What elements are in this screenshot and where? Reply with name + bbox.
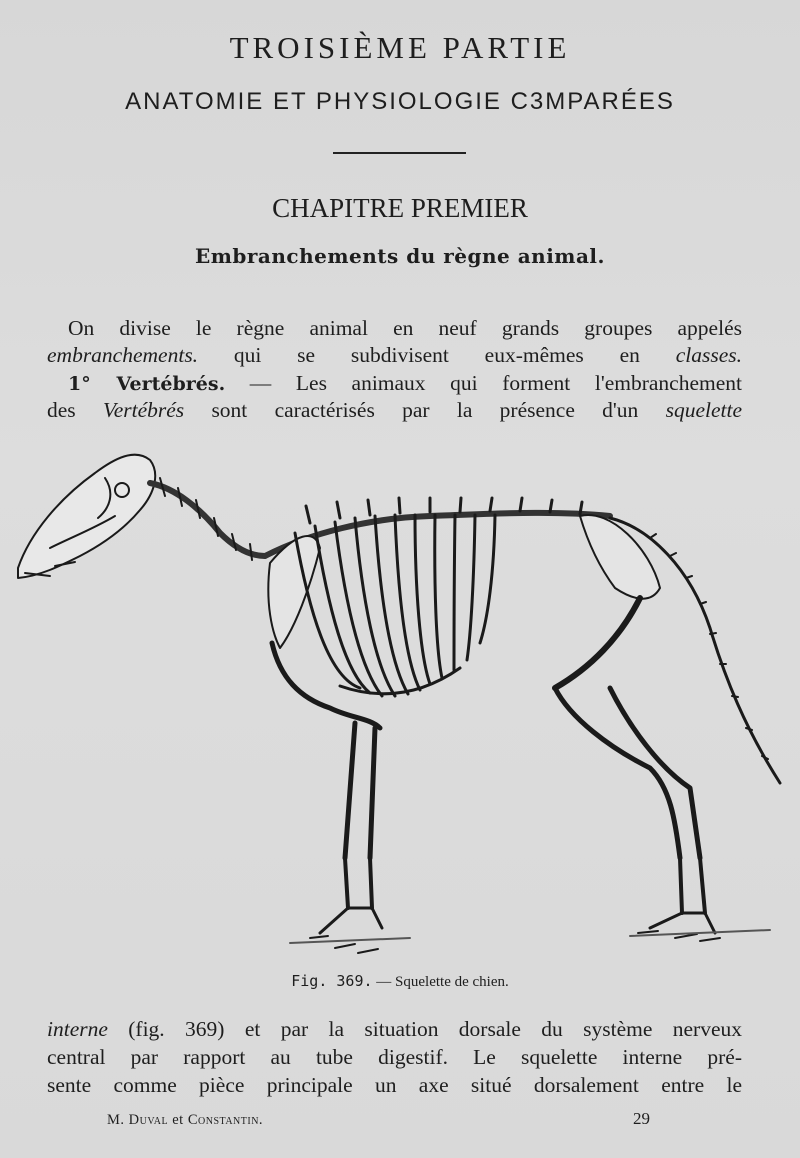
text-run: et C	[168, 1112, 198, 1128]
dog-skeleton-illustration	[10, 438, 790, 968]
text-run: .	[258, 1112, 264, 1128]
footer-authors	[107, 1112, 263, 1129]
term-squelette: squelette	[665, 398, 742, 422]
part-subtitle: ANATOMIE ET PHYSIOLOGIE C3MPARÉES	[125, 88, 675, 115]
term-interne: interne	[47, 1017, 108, 1041]
term-vertebres: Vertébrés	[102, 398, 185, 422]
figure-number: Fig. 369.	[291, 972, 373, 990]
part-title: TROISIÈME PARTIE	[229, 30, 571, 65]
term-embranchements: embranchements.	[47, 343, 199, 367]
paragraph-3-line-3: sente comme pièce principale un axe situé dorsalement entre le	[47, 1073, 742, 1097]
paragraph-1-line-1: On divise le règne animal en neuf grands groupes appelés	[68, 316, 742, 340]
text-run: des	[47, 398, 103, 422]
paragraph-1-line-2	[47, 343, 742, 368]
text-run: uval	[139, 1112, 169, 1128]
item-heading-vertebres: 1° Vertébrés.	[68, 373, 226, 395]
text-run: qui se subdivisent eux-mêmes en	[198, 343, 676, 367]
text-run: onstantin	[198, 1112, 259, 1128]
paragraph-2-line-2	[47, 398, 742, 423]
page-number: 29	[633, 1109, 650, 1128]
figure-caption-text: — Squelette de chien.	[372, 974, 509, 990]
paragraph-3-line-1	[47, 1017, 742, 1042]
text-run: M. D	[107, 1112, 140, 1128]
term-classes: classes.	[675, 343, 742, 367]
paragraph-2-line-1	[68, 371, 742, 396]
text-run: — Les animaux qui forment l'embranchement	[225, 371, 743, 395]
chapter-heading: CHAPITRE PREMIER	[272, 193, 528, 223]
section-heading: Embranchements du règne animal.	[194, 244, 605, 268]
paragraph-3-line-2: central par rapport au tube digestif. Le squelette interne pré-	[47, 1045, 742, 1069]
figure-caption	[0, 972, 800, 991]
text-run: (fig. 369) et par la situation dorsale du système nerveux	[107, 1017, 742, 1041]
text-run: sont caractérisés par la présence d'un	[184, 398, 666, 422]
title-divider	[333, 152, 466, 154]
